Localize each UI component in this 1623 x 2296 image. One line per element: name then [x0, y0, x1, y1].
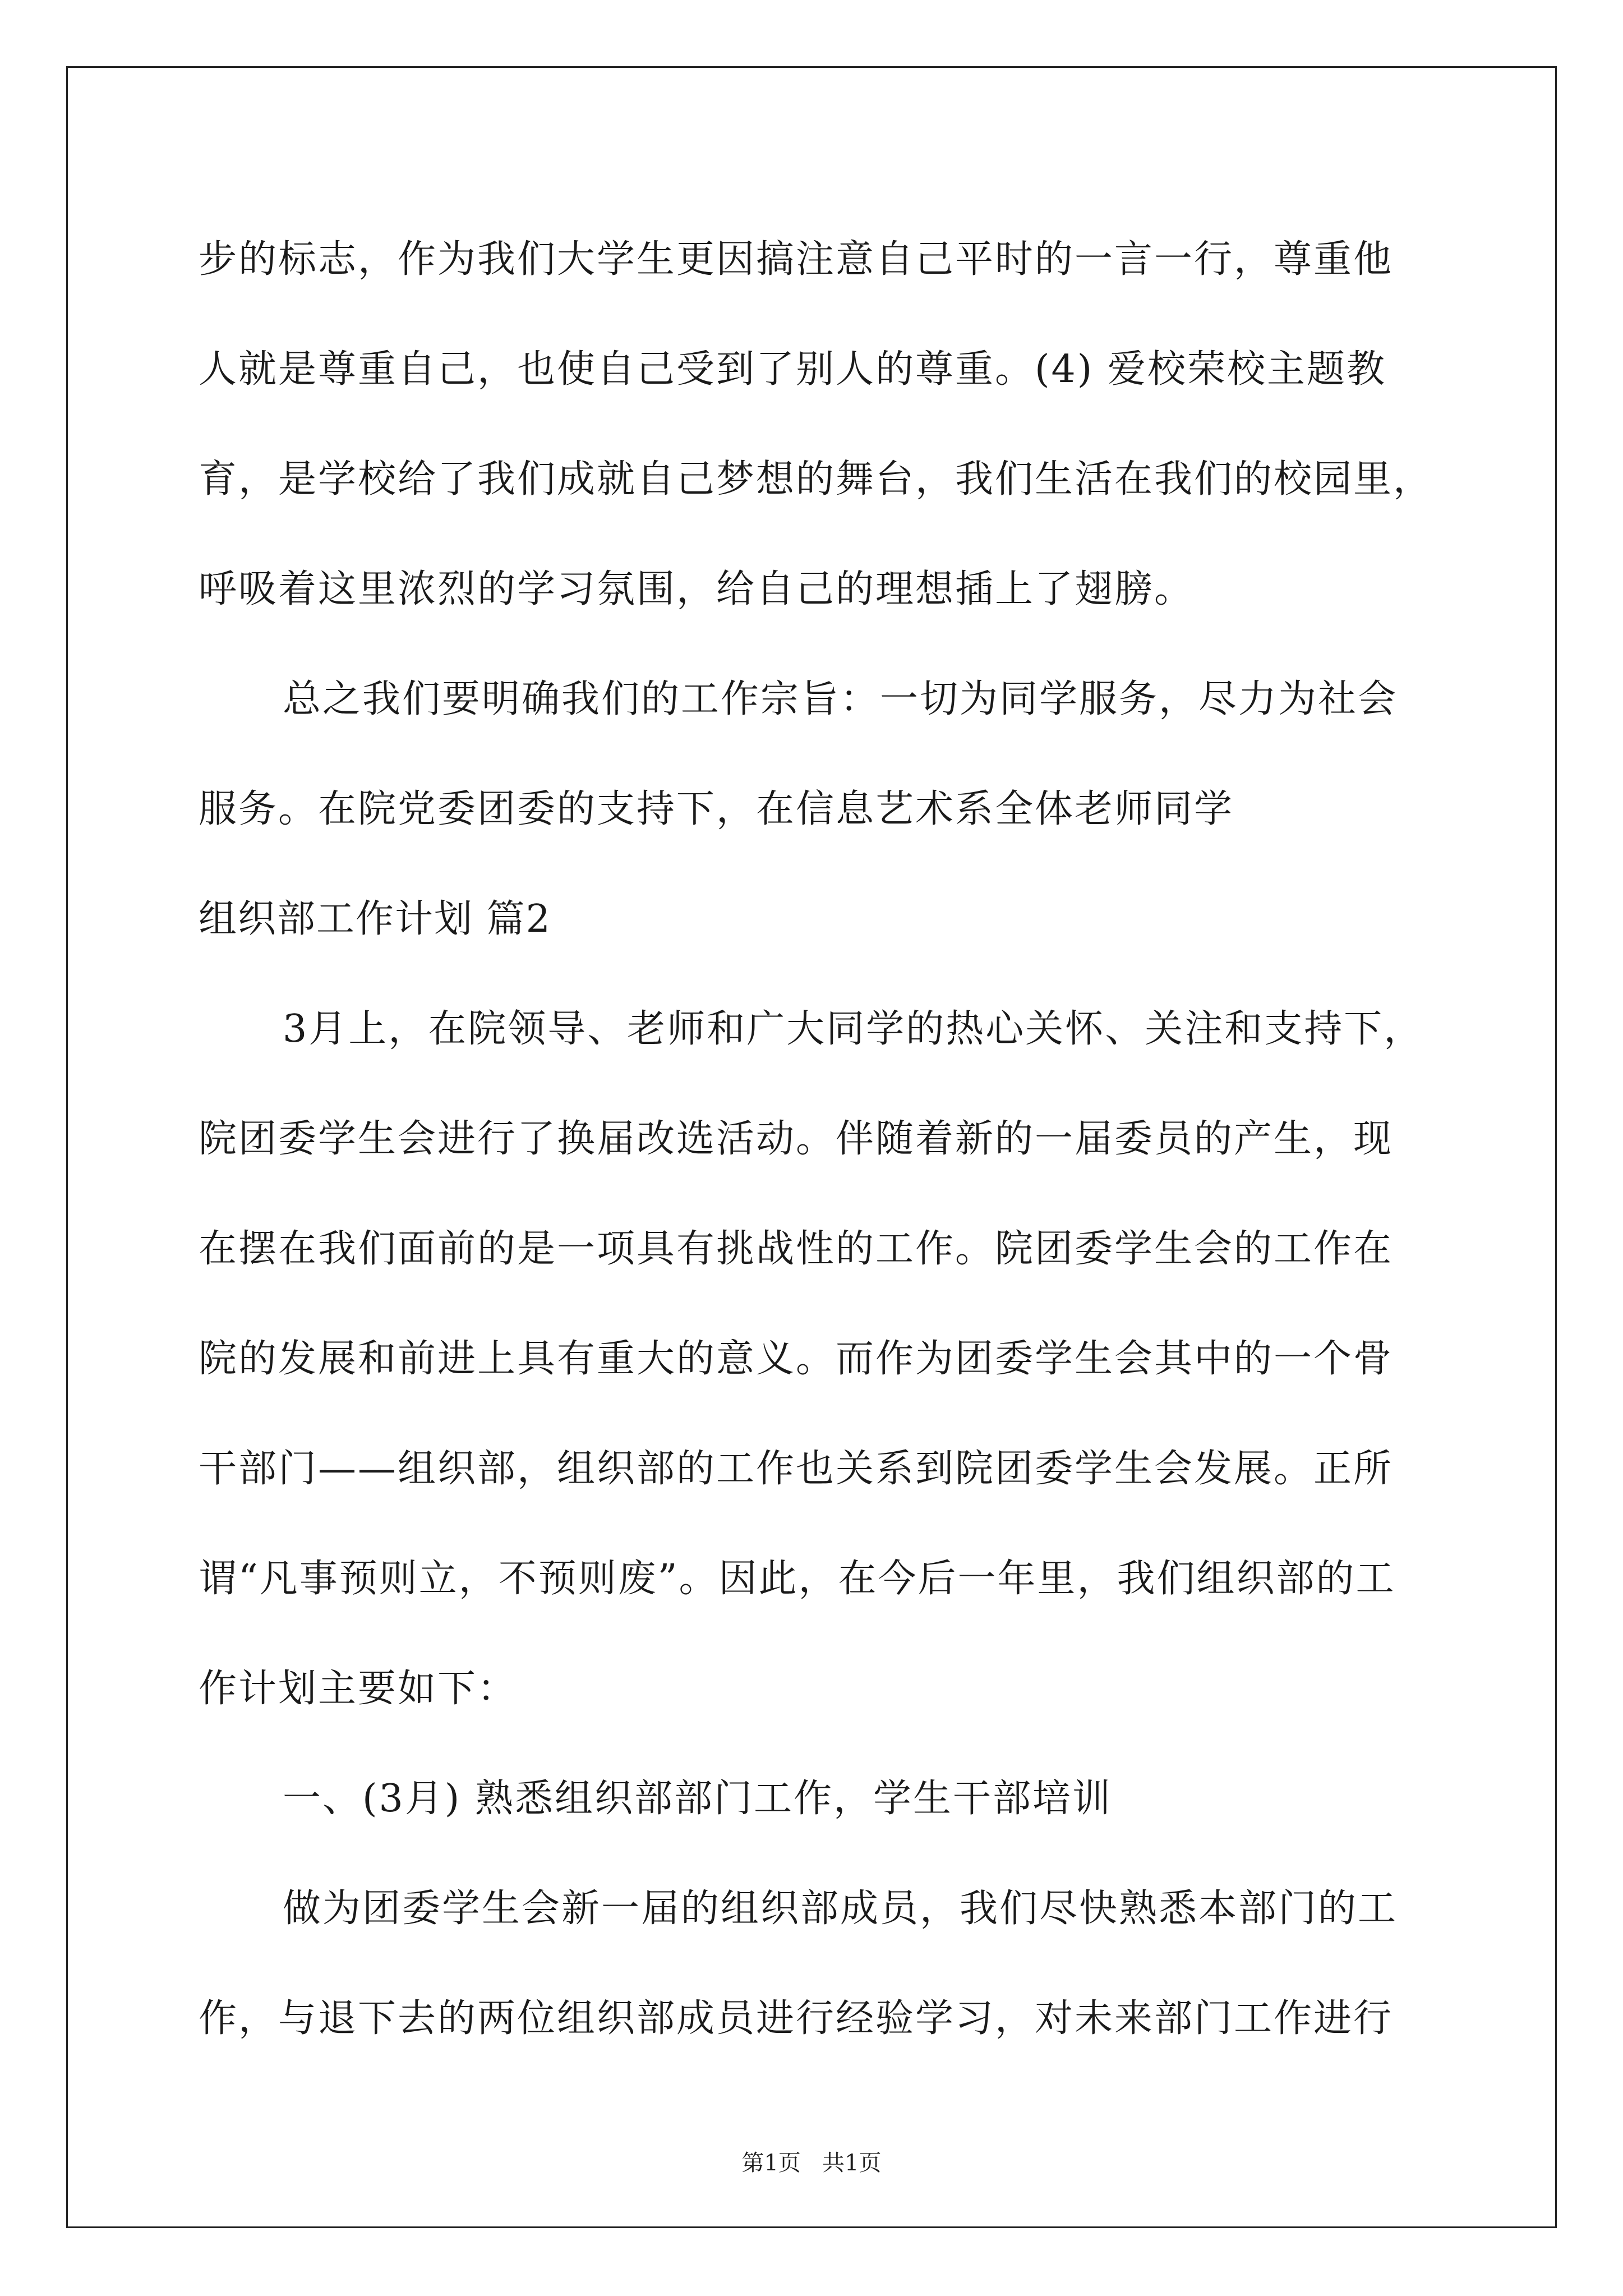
text-line: 干部门——组织部，组织部的工作也关系到院团委学生会发展。正所	[199, 1447, 1394, 1491]
document-body	[199, 205, 1460, 2074]
section-heading: 组织部工作计划 篇2	[199, 897, 551, 941]
text-line: 人就是尊重自己，也使自己受到了别人的尊重。(4) 爱校荣校主题教	[199, 347, 1386, 392]
page-footer: 第1页 共1页	[741, 2150, 882, 2176]
paragraph-start: 做为团委学生会新一届的组织部成员，我们尽快熟悉本部门的工	[283, 1887, 1398, 1931]
paragraph-start: 3月上，在院领导、老师和广大同学的热心关怀、关注和支持下，	[283, 1007, 1424, 1051]
text-line: 谓“凡事预则立，不预则废”。因此，在今后一年里，我们组织部的工	[199, 1557, 1396, 1601]
text-line: 呼吸着这里浓烈的学习氛围，给自己的理想插上了翅膀。	[199, 567, 1195, 611]
text-line: 作，与退下去的两位组织部成员进行经验学习，对未来部门工作进行	[199, 1996, 1394, 2041]
text-line: 院团委学生会进行了换届改选活动。伴随着新的一届委员的产生，现	[199, 1117, 1394, 1161]
subsection-heading: 一、(3月) 熟悉组织部部门工作，学生干部培训	[283, 1777, 1112, 1821]
text-line: 在摆在我们面前的是一项具有挑战性的工作。院团委学生会的工作在	[199, 1227, 1394, 1271]
paragraph-start: 总之我们要明确我们的工作宗旨：一切为同学服务，尽力为社会	[283, 677, 1398, 721]
text-line: 院的发展和前进上具有重大的意义。而作为团委学生会其中的一个骨	[199, 1337, 1394, 1381]
text-line: 育，是学校给了我们成就自己梦想的舞台，我们生活在我们的校园里，	[199, 457, 1433, 501]
text-line: 作计划主要如下：	[199, 1667, 518, 1711]
text-line: 步的标志，作为我们大学生更因搞注意自己平时的一言一行，尊重他	[199, 237, 1394, 282]
text-line: 服务。在院党委团委的支持下，在信息艺术系全体老师同学	[199, 787, 1234, 831]
